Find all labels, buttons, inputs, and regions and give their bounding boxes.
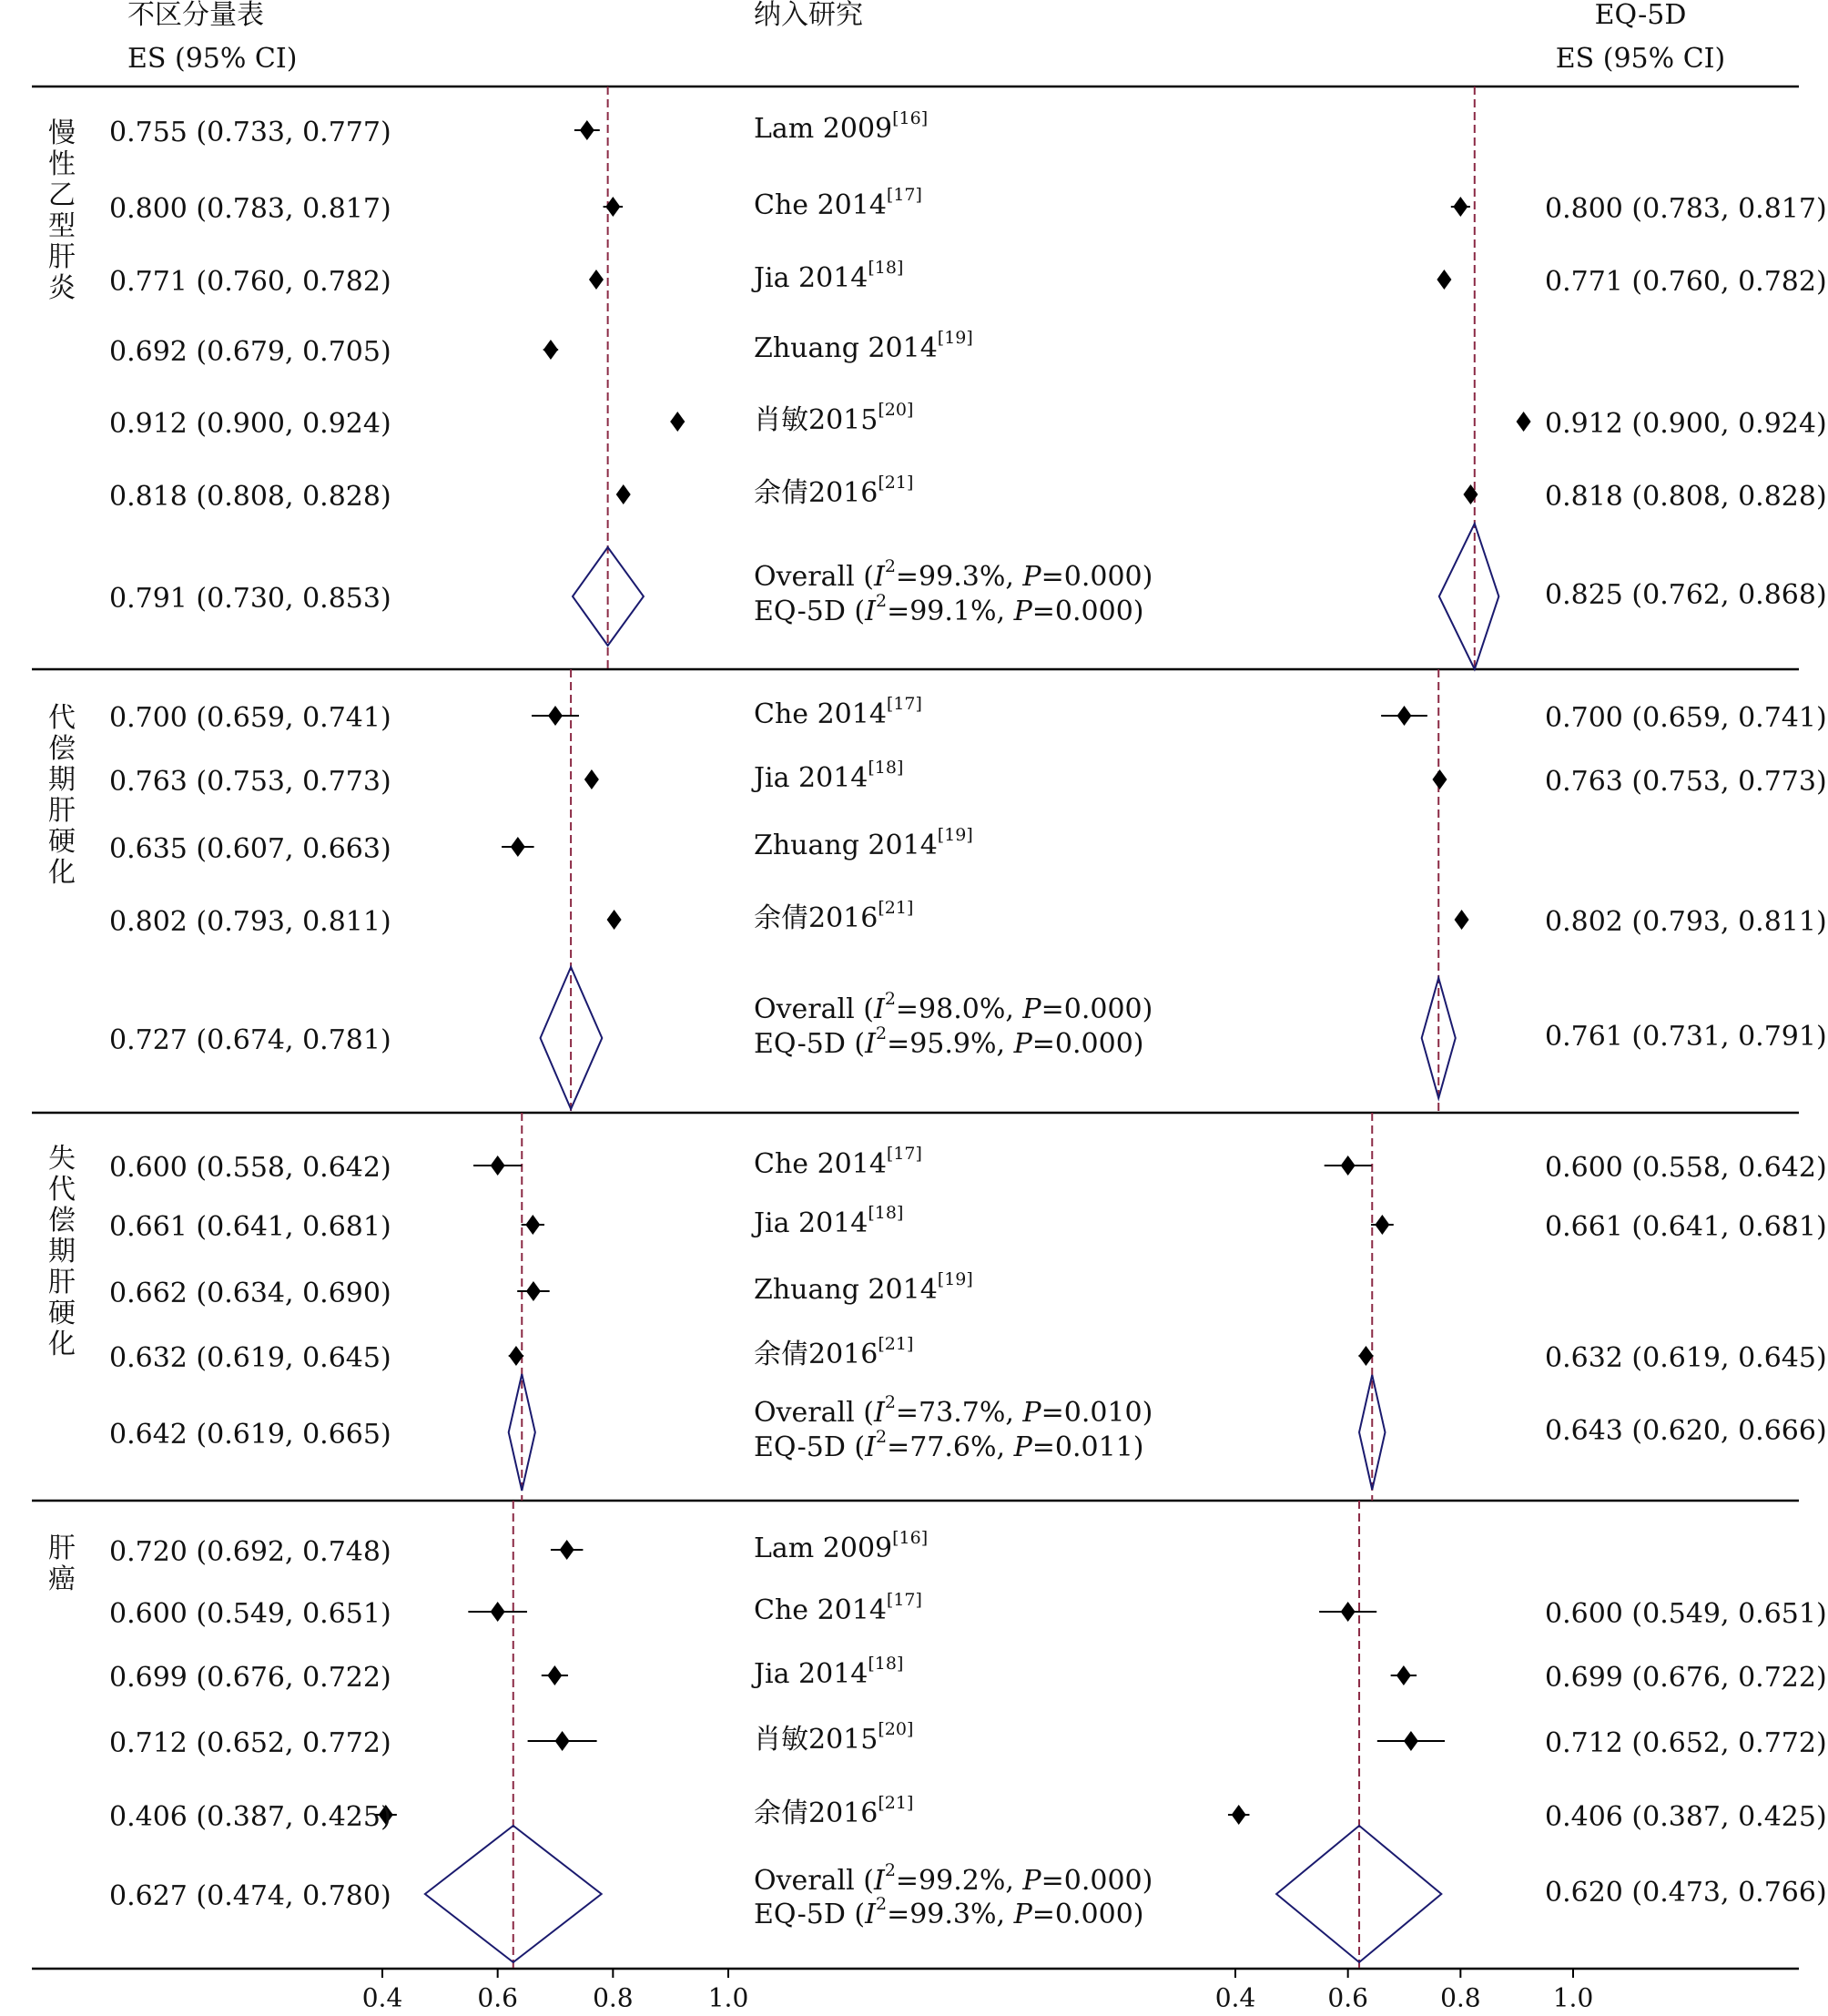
left-es-0-3: 0.692 (0.679, 0.705) — [109, 336, 391, 368]
study-ref-2-1: [18] — [868, 1203, 904, 1223]
group-label-char-2-3: 期 — [48, 1236, 76, 1268]
right-point-1-0-marker — [1397, 706, 1412, 726]
left-point-1-3-marker — [607, 910, 622, 930]
eq5d-het-1-part-0: EQ-5D ( — [754, 1028, 866, 1060]
left-point-0-4-marker — [670, 412, 685, 432]
study-label-2-0: Che 2014[17] — [754, 1144, 922, 1180]
study-ref-1-2: [19] — [937, 825, 973, 845]
left-es-3-2: 0.699 (0.676, 0.722) — [109, 1662, 391, 1694]
overall-het-0-part-3: =99.3%, — [895, 561, 1023, 593]
left-es-1-1: 0.763 (0.753, 0.773) — [109, 766, 391, 798]
group-label-char-1-5: 化 — [48, 857, 76, 889]
left-es-0-0: 0.755 (0.733, 0.777) — [109, 117, 391, 148]
eq5d-het-2 — [754, 1427, 1144, 1463]
right-es-0-1: 0.800 (0.783, 0.817) — [1545, 193, 1827, 225]
study-ref-1-1: [18] — [868, 758, 904, 778]
study-ref-3-4: [21] — [878, 1793, 914, 1813]
study-label-3-2: Jia 2014[18] — [754, 1654, 904, 1690]
study-label-0-4: 肖敏2015[20] — [754, 400, 914, 436]
right-es-3-2: 0.699 (0.676, 0.722) — [1545, 1662, 1827, 1694]
group-label-char-1-0: 代 — [48, 702, 76, 734]
left-es-2-1: 0.661 (0.641, 0.681) — [109, 1211, 391, 1243]
right-point-3-2-marker — [1396, 1665, 1411, 1685]
right-es-0-2: 0.771 (0.760, 0.782) — [1545, 266, 1827, 298]
axis-tick-label-0-0: 0.4 — [361, 1982, 403, 2013]
right-header-sub: ES (95% CI) — [1555, 43, 1726, 75]
study-ref-0-2: [18] — [868, 258, 904, 278]
right-es-1-1: 0.763 (0.753, 0.773) — [1545, 766, 1827, 798]
left-point-2-2-marker — [526, 1281, 541, 1301]
eq5d-het-3-part-5: =0.000) — [1031, 1899, 1144, 1930]
group-label-char-0-2: 乙 — [48, 179, 76, 211]
group-label-char-3-1: 癌 — [48, 1563, 76, 1595]
study-label-3-1: Che 2014[17] — [754, 1590, 922, 1626]
eq5d-het-1-part-2: 2 — [875, 1023, 888, 1044]
right-overall-es-0: 0.825 (0.762, 0.868) — [1545, 579, 1827, 611]
eq5d-het-1-part-3: =95.9%, — [887, 1028, 1014, 1060]
eq5d-het-3-part-2: 2 — [875, 1894, 888, 1914]
right-overall-es-1: 0.761 (0.731, 0.791) — [1545, 1021, 1827, 1053]
study-label-3-4: 余倩2016[21] — [754, 1793, 914, 1829]
overall-het-3-part-4: P — [1022, 1865, 1041, 1897]
overall-het-3-part-1: I — [873, 1865, 885, 1897]
right-es-0-4: 0.912 (0.900, 0.924) — [1545, 408, 1827, 440]
eq5d-het-0-part-3: =99.1%, — [887, 596, 1014, 627]
study-label-1-0: Che 2014[17] — [754, 694, 922, 730]
study-ref-3-2: [18] — [868, 1654, 904, 1674]
study-label-0-0: Lam 2009[16] — [754, 108, 929, 145]
study-label-2-1: Jia 2014[18] — [754, 1203, 904, 1239]
left-es-0-2: 0.771 (0.760, 0.782) — [109, 266, 391, 298]
axis-layer — [362, 1969, 1594, 2013]
study-label-0-3: Zhuang 2014[19] — [754, 328, 973, 364]
right-overall-es-2: 0.643 (0.620, 0.666) — [1545, 1415, 1827, 1447]
study-ref-3-3: [20] — [878, 1719, 914, 1739]
axis-tick-label-1-2: 0.8 — [1440, 1982, 1481, 2013]
study-label-1-3: 余倩2016[21] — [754, 898, 914, 934]
right-point-0-2-marker — [1437, 270, 1451, 290]
study-ref-1-0: [17] — [886, 694, 922, 714]
overall-het-2-part-4: P — [1022, 1397, 1041, 1429]
overall-het-1-part-1: I — [873, 993, 885, 1025]
study-label-0-5: 余倩2016[21] — [754, 473, 914, 509]
eq5d-het-2-part-5: =0.011) — [1031, 1431, 1144, 1463]
eq5d-het-3 — [754, 1894, 1144, 1930]
eq5d-het-0-part-1: I — [865, 596, 876, 627]
right-header-title: EQ-5D — [1594, 0, 1687, 31]
left-es-0-5: 0.818 (0.808, 0.828) — [109, 481, 391, 513]
study-ref-2-0: [17] — [886, 1144, 922, 1164]
group-label-char-2-6: 化 — [48, 1329, 76, 1360]
axis-tick-label-1-0: 0.4 — [1214, 1982, 1256, 2013]
eq5d-het-2-part-2: 2 — [875, 1427, 888, 1447]
study-label-0-1: Che 2014[17] — [754, 185, 922, 221]
left-es-2-0: 0.600 (0.558, 0.642) — [109, 1152, 391, 1184]
text-layer — [48, 0, 1827, 1930]
right-point-0-5-marker — [1463, 484, 1478, 504]
left-point-1-2-marker — [511, 837, 525, 857]
overall-het-2-part-3: =73.7%, — [895, 1397, 1023, 1429]
right-point-1-1-marker — [1432, 769, 1447, 789]
left-header-title: 不区分量表 — [127, 0, 264, 31]
study-label-3-0: Lam 2009[16] — [754, 1528, 929, 1564]
right-point-2-0-marker — [1341, 1156, 1356, 1176]
study-ref-3-0: [16] — [892, 1528, 929, 1548]
left-overall-es-0: 0.791 (0.730, 0.853) — [109, 583, 391, 615]
study-ref-0-5: [21] — [878, 473, 914, 493]
left-es-1-2: 0.635 (0.607, 0.663) — [109, 833, 391, 865]
study-label-2-2: Zhuang 2014[19] — [754, 1269, 973, 1306]
group-label-char-2-0: 失 — [48, 1143, 76, 1175]
left-point-1-1-marker — [584, 769, 599, 789]
study-label-1-2: Zhuang 2014[19] — [754, 825, 973, 861]
eq5d-het-0-part-4: P — [1013, 596, 1032, 627]
study-ref-0-3: [19] — [937, 328, 973, 348]
study-ref-2-2: [19] — [937, 1269, 973, 1289]
left-es-2-3: 0.632 (0.619, 0.645) — [109, 1342, 391, 1374]
left-overall-es-3: 0.627 (0.474, 0.780) — [109, 1880, 391, 1912]
right-point-3-4-marker — [1232, 1805, 1246, 1825]
eq5d-het-0 — [754, 591, 1144, 627]
left-point-3-0-marker — [560, 1540, 574, 1560]
overall-het-0-part-4: P — [1022, 561, 1041, 593]
left-es-3-0: 0.720 (0.692, 0.748) — [109, 1536, 391, 1568]
study-label-1-1: Jia 2014[18] — [754, 758, 904, 794]
eq5d-het-1-part-4: P — [1013, 1028, 1032, 1060]
left-es-1-0: 0.700 (0.659, 0.741) — [109, 702, 391, 734]
right-es-2-1: 0.661 (0.641, 0.681) — [1545, 1211, 1827, 1243]
right-es-2-3: 0.632 (0.619, 0.645) — [1545, 1342, 1827, 1374]
overall-het-3-part-5: =0.000) — [1041, 1865, 1153, 1897]
eq5d-het-0-part-0: EQ-5D ( — [754, 596, 866, 627]
eq5d-het-0-part-2: 2 — [875, 591, 888, 611]
study-ref-2-3: [21] — [878, 1334, 914, 1354]
group-label-char-1-1: 偿 — [48, 733, 76, 765]
right-overall-es-3: 0.620 (0.473, 0.766) — [1545, 1877, 1827, 1909]
right-point-0-1-marker — [1453, 197, 1467, 217]
group-label-char-1-4: 硬 — [48, 826, 76, 858]
left-overall-es-1: 0.727 (0.674, 0.781) — [109, 1024, 391, 1056]
right-point-3-3-marker — [1404, 1731, 1418, 1751]
left-point-0-3-marker — [543, 340, 558, 360]
group-label-char-2-5: 硬 — [48, 1298, 76, 1329]
overall-het-2-part-2: 2 — [884, 1392, 896, 1412]
right-point-3-1-marker — [1341, 1602, 1356, 1622]
eq5d-het-1 — [754, 1023, 1144, 1060]
overall-het-0-part-1: I — [873, 561, 885, 593]
left-point-0-0-marker — [580, 120, 594, 140]
overall-het-3 — [754, 1860, 1153, 1897]
overall-het-2-part-0: Overall ( — [754, 1397, 874, 1429]
eq5d-het-3-part-4: P — [1013, 1899, 1032, 1930]
eq5d-het-3-part-0: EQ-5D ( — [754, 1899, 866, 1930]
right-es-1-0: 0.700 (0.659, 0.741) — [1545, 702, 1827, 734]
study-ref-1-3: [21] — [878, 898, 914, 918]
axis-tick-label-1-3: 1.0 — [1552, 1982, 1594, 2013]
eq5d-het-1-part-1: I — [865, 1028, 876, 1060]
eq5d-het-2-part-1: I — [865, 1431, 876, 1463]
right-point-2-1-marker — [1375, 1215, 1389, 1235]
group-label-char-0-4: 肝 — [48, 241, 76, 273]
study-label-3-3: 肖敏2015[20] — [754, 1719, 914, 1756]
study-ref-0-1: [17] — [886, 185, 922, 205]
overall-het-1-part-5: =0.000) — [1041, 993, 1153, 1025]
group-label-char-2-1: 代 — [48, 1174, 76, 1206]
eq5d-het-0-part-5: =0.000) — [1031, 596, 1144, 627]
overall-het-3-part-0: Overall ( — [754, 1865, 874, 1897]
left-point-0-5-marker — [616, 484, 631, 504]
group-label-char-0-1: 性 — [48, 148, 76, 180]
left-header-sub: ES (95% CI) — [127, 43, 298, 75]
right-point-2-3-marker — [1358, 1346, 1373, 1366]
eq5d-het-2-part-4: P — [1013, 1431, 1032, 1463]
right-diamond-0 — [1439, 524, 1499, 669]
overall-het-1-part-0: Overall ( — [754, 993, 874, 1025]
group-label-char-0-5: 炎 — [48, 272, 76, 304]
group-label-char-2-2: 偿 — [48, 1205, 76, 1237]
right-es-3-3: 0.712 (0.652, 0.772) — [1545, 1727, 1827, 1759]
overall-het-2-part-5: =0.010) — [1041, 1397, 1153, 1429]
group-label-char-1-3: 肝 — [48, 795, 76, 827]
axis-tick-label-0-1: 0.6 — [477, 1982, 518, 2013]
group-label-char-0-3: 型 — [48, 210, 76, 242]
left-point-3-2-marker — [547, 1665, 562, 1685]
overall-het-1-part-3: =98.0%, — [895, 993, 1023, 1025]
right-es-1-3: 0.802 (0.793, 0.811) — [1545, 906, 1827, 938]
overall-het-1-part-2: 2 — [884, 989, 896, 1009]
eq5d-het-3-part-1: I — [865, 1899, 876, 1930]
overall-het-0-part-5: =0.000) — [1041, 561, 1153, 593]
right-point-0-4-marker — [1517, 412, 1531, 432]
right-es-3-1: 0.600 (0.549, 0.651) — [1545, 1598, 1827, 1630]
eq5d-het-1-part-5: =0.000) — [1031, 1028, 1144, 1060]
study-ref-3-1: [17] — [886, 1590, 922, 1610]
overall-het-0-part-0: Overall ( — [754, 561, 874, 593]
left-es-3-3: 0.712 (0.652, 0.772) — [109, 1727, 391, 1759]
study-ref-0-4: [20] — [878, 400, 914, 420]
left-es-0-1: 0.800 (0.783, 0.817) — [109, 193, 391, 225]
left-es-3-1: 0.600 (0.549, 0.651) — [109, 1598, 391, 1630]
axis-tick-label-1-1: 0.6 — [1327, 1982, 1368, 2013]
eq5d-het-2-part-0: EQ-5D ( — [754, 1431, 866, 1463]
left-point-2-1-marker — [525, 1215, 540, 1235]
left-es-3-4: 0.406 (0.387, 0.425) — [109, 1801, 391, 1833]
right-es-2-0: 0.600 (0.558, 0.642) — [1545, 1152, 1827, 1184]
left-point-0-2-marker — [589, 270, 604, 290]
left-point-0-1-marker — [605, 197, 620, 217]
right-point-1-3-marker — [1455, 910, 1469, 930]
group-label-char-3-0: 肝 — [48, 1532, 76, 1564]
eq5d-het-3-part-3: =99.3%, — [887, 1899, 1014, 1930]
left-point-1-0-marker — [548, 706, 563, 726]
overall-het-0 — [754, 556, 1153, 593]
axis-tick-label-0-3: 1.0 — [707, 1982, 749, 2013]
overall-het-3-part-2: 2 — [884, 1860, 896, 1880]
left-es-2-2: 0.662 (0.634, 0.690) — [109, 1278, 391, 1309]
left-overall-es-2: 0.642 (0.619, 0.665) — [109, 1419, 391, 1451]
overall-het-0-part-2: 2 — [884, 556, 896, 576]
study-ref-0-0: [16] — [892, 108, 929, 128]
overall-het-1 — [754, 989, 1153, 1025]
group-label-char-2-4: 肝 — [48, 1267, 76, 1298]
overall-het-2-part-1: I — [873, 1397, 885, 1429]
right-es-0-5: 0.818 (0.808, 0.828) — [1545, 481, 1827, 513]
study-label-0-2: Jia 2014[18] — [754, 258, 904, 294]
group-label-char-0-0: 慢 — [48, 117, 76, 149]
overall-het-3-part-3: =99.2%, — [895, 1865, 1023, 1897]
overall-het-1-part-4: P — [1022, 993, 1041, 1025]
left-es-0-4: 0.912 (0.900, 0.924) — [109, 408, 391, 440]
left-point-2-0-marker — [491, 1156, 505, 1176]
center-header-title: 纳入研究 — [754, 0, 863, 31]
study-label-2-3: 余倩2016[21] — [754, 1334, 914, 1370]
left-point-3-3-marker — [555, 1731, 570, 1751]
left-es-1-3: 0.802 (0.793, 0.811) — [109, 906, 391, 938]
eq5d-het-2-part-3: =77.6%, — [887, 1431, 1014, 1463]
overall-het-2 — [754, 1392, 1153, 1429]
left-point-3-1-marker — [491, 1602, 505, 1622]
group-label-char-1-2: 期 — [48, 764, 76, 796]
axis-tick-label-0-2: 0.8 — [593, 1982, 634, 2013]
right-es-3-4: 0.406 (0.387, 0.425) — [1545, 1801, 1827, 1833]
